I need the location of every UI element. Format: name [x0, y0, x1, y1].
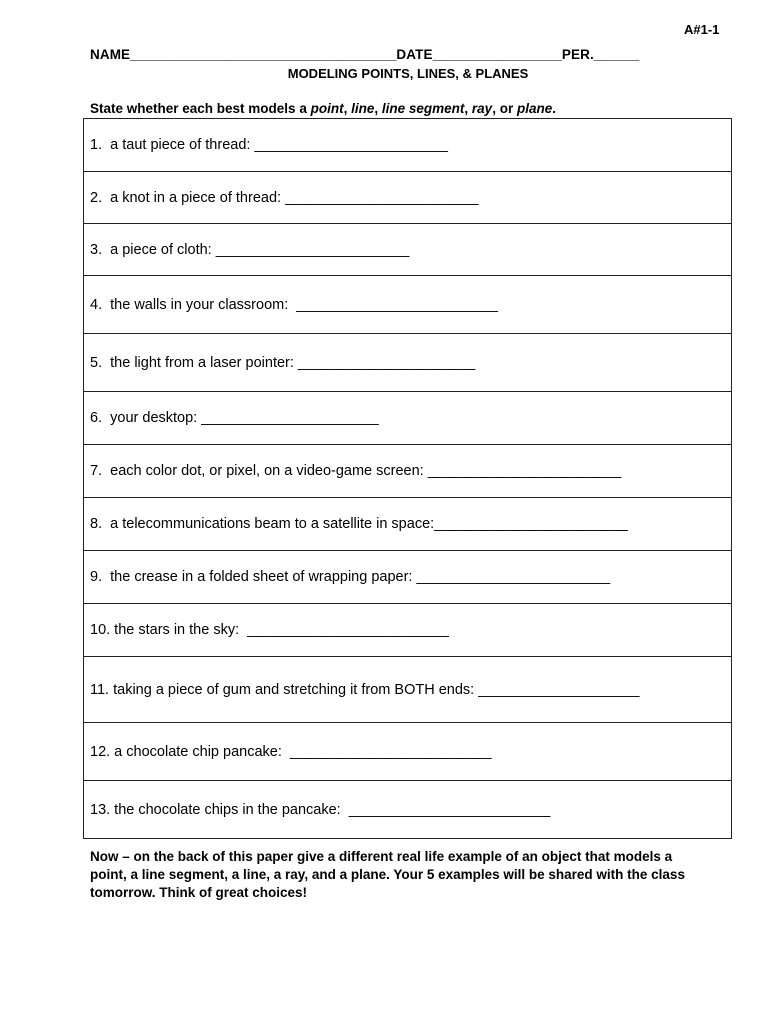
- term-line: line: [351, 101, 375, 116]
- question-text: 13. the chocolate chips in the pancake: _________________________: [84, 781, 732, 839]
- question-text: 2. a knot in a piece of thread: ________________________: [84, 172, 732, 224]
- question-row: [84, 119, 732, 172]
- instructions-sep: ,: [464, 101, 472, 116]
- question-row: [84, 604, 732, 657]
- instructions-sep: ,: [374, 101, 382, 116]
- question-text: 6. your desktop: ______________________: [84, 392, 732, 445]
- question-row: [84, 276, 732, 334]
- question-text: 4. the walls in your classroom: _________________________: [84, 276, 732, 334]
- term-ray: ray: [471, 101, 493, 116]
- page-title: MODELING POINTS, LINES, & PLANES: [287, 66, 529, 81]
- question-row: [84, 498, 732, 551]
- question-text: 11. taking a piece of gum and stretching it from BOTH ends: ____________________: [84, 657, 732, 723]
- question-row: [84, 224, 732, 276]
- questions-table: [83, 118, 732, 839]
- worksheet-code: A#1-1: [684, 22, 720, 37]
- instructions: [90, 101, 556, 116]
- question-row: [84, 334, 732, 392]
- question-row: [84, 781, 732, 839]
- question-row: [84, 392, 732, 445]
- term-line-segment: line segment: [381, 101, 465, 116]
- question-text: 9. the crease in a folded sheet of wrapping paper: ________________________: [84, 551, 732, 604]
- instructions-prefix: State whether each best models a: [90, 101, 311, 116]
- footer-instructions: Now – on the back of this paper give a different real life example of an object that models a point, a line segment, a line, a ray, and a plane. Your 5 examples will be shared with the class tomorrow. Think of great choices!: [90, 849, 685, 900]
- question-row: [84, 172, 732, 224]
- question-row: [84, 551, 732, 604]
- term-plane: plane: [516, 101, 553, 116]
- question-text: 12. a chocolate chip pancake: _________________________: [84, 723, 732, 781]
- question-row: [84, 657, 732, 723]
- question-text: 8. a telecommunications beam to a satellite in space:________________________: [84, 498, 732, 551]
- question-text: 7. each color dot, or pixel, on a video-game screen: ________________________: [84, 445, 732, 498]
- instructions-sep: , or: [492, 101, 517, 116]
- question-row: [84, 723, 732, 781]
- question-row: [84, 445, 732, 498]
- question-text: 3. a piece of cloth: ________________________: [84, 224, 732, 276]
- instructions-sep: ,: [343, 101, 352, 116]
- name-date-period-line: NAME___________________________________DATE_________________PER.______: [90, 47, 640, 62]
- instructions-suffix: .: [552, 101, 556, 116]
- question-text: 1. a taut piece of thread: ________________________: [84, 119, 732, 172]
- question-text: 10. the stars in the sky: _________________________: [84, 604, 732, 657]
- term-point: point: [310, 101, 344, 116]
- question-text: 5. the light from a laser pointer: ______________________: [84, 334, 732, 392]
